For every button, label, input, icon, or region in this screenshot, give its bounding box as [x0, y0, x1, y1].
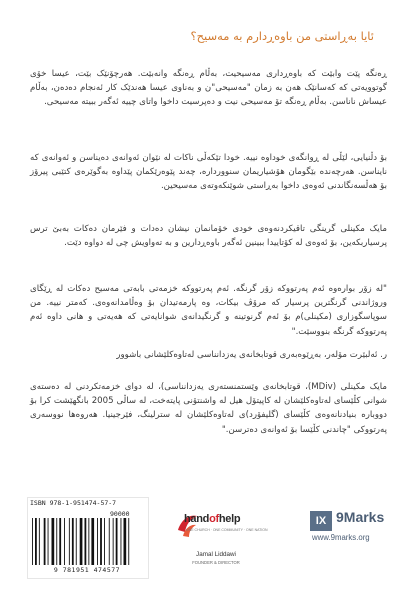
handofhelp-wordmark [184, 513, 240, 525]
isbn-text: ISBN 978-1-951474-57-7 [30, 499, 117, 507]
ninemarks-logo-icon: IX [310, 511, 332, 531]
wordmark-end: help [218, 513, 241, 525]
intro-paragraph: ڕەنگە پێت وابێت کە باوەڕداری مەسیحیت، بەڵام ڕەنگە وانەبێت. هەرچۆنێک بێت، عیسا خۆی گوتوویەتی کە کەسانێک هەن بە زمان "مەسیحی"ن و بەناوی عیسا هەندێک کار ئەنجام دەدەن، بەڵام عیساش ناناسن. بەڵام ڕەنگە تۆ مەسیحی نیت و دەپرسیت داخوا واتای چییە ئەگەر ببیتە مەسیحی. [30, 69, 387, 108]
handofhelp-logo-icon [175, 506, 249, 544]
ninemarks-url: www.9marks.org [312, 533, 370, 542]
author-bio: مایک مکینلی (MDiv)، قوتابخانەی وێستمنستەری یەزدانناسی)، لە دوای خزمەتکردنی لە دەستەی شوانی کڵێسای لەتاوەکلێشان لە کاپیتۆل هیل لە واشنتۆنی پایتەخت، لە ساڵی 2005 بانگهێشت کرا بۆ دووبارە بنیادنانەوەی کڵێسای (گلیفۆرد)ی لەتاوەکلێشان لە سترلینگ، فێرجینیا. هەروەها نووسەری پەرتووکی "چاندنی کڵێسا بۆ ئەوانەی دەترسن." [30, 382, 387, 435]
founder-name: Jamal Liddawi [196, 551, 236, 558]
barcode [30, 518, 144, 565]
handofhelp-tagline: ONE CHURCH · ONE COMMUNITY · ONE NATION [186, 528, 268, 532]
endorsement-attribution: ر. ئەلبێرت مۆلەر، بەڕێوەبەری قوتابخانەی یەزدانناسی لەتاوەکلێشانی باشوور [116, 350, 387, 360]
price-code: 90000 [110, 510, 130, 518]
cover-title: ئایا بەڕاستی من باوەڕدارم بە مەسیح؟ [190, 29, 374, 43]
wordmark-start: hand [184, 513, 210, 525]
barcode-number: 9 781951 474577 [53, 566, 121, 574]
wordmark-accent: of [209, 513, 219, 525]
founder-role: FOUNDER & DIRECTOR [192, 560, 240, 565]
assurance-paragraph: بۆ دڵنیایی، لێڵی لە ڕوانگەی خوداوە نییە. خودا تێکەڵی ناکات لە نێوان ئەوانەی دەیناسن و ئەوانەی کە نایناسن. هەرچەندە بێگومان هۆشیاریمان سنووردارە، چەند پێوەرێکمان پێداوە بەگوێرەی کتێبی پیرۆز بۆ هەڵسەنگاندنی ئەوەی داخوا بەڕاستی شوێنکەوتەی مەسیحین. [30, 153, 387, 192]
summary-paragraph: مایک مکینلی گرینگی تاقیکردنەوەی خودی خۆمانمان نیشان دەدات و فێرمان دەکات بەبێ ترس پرسیاربکەین، بۆ ئەوەی لە کۆتاییدا ببینین ئەگەر باوەڕدارین و بە تەواویش چی لە دواوە دێت. [30, 224, 387, 249]
ninemarks-name: 9Marks [336, 509, 385, 525]
endorsement-quote: "لە زۆر بوارەوە ئەم پەرتووکە زۆر گرنگە. ئەم پەرتووکە خزمەتی بابەتی مەسیح دەکات لە ڕێگای وروژاندنی گرنگترین پرسیار کە مرۆڤ بیکات، وە پارمەتیدان بۆ وەڵامدانەوەی. کەمتر نییە. من سوپاسگوزاری (مکینلی)م بۆ ئەم گرنوتینە و گرنگیدانەی شوانایەتی کە هەیەتی و هانی داوە ئەم پەرتووکە گرنگە بنووسێت." [30, 284, 387, 337]
